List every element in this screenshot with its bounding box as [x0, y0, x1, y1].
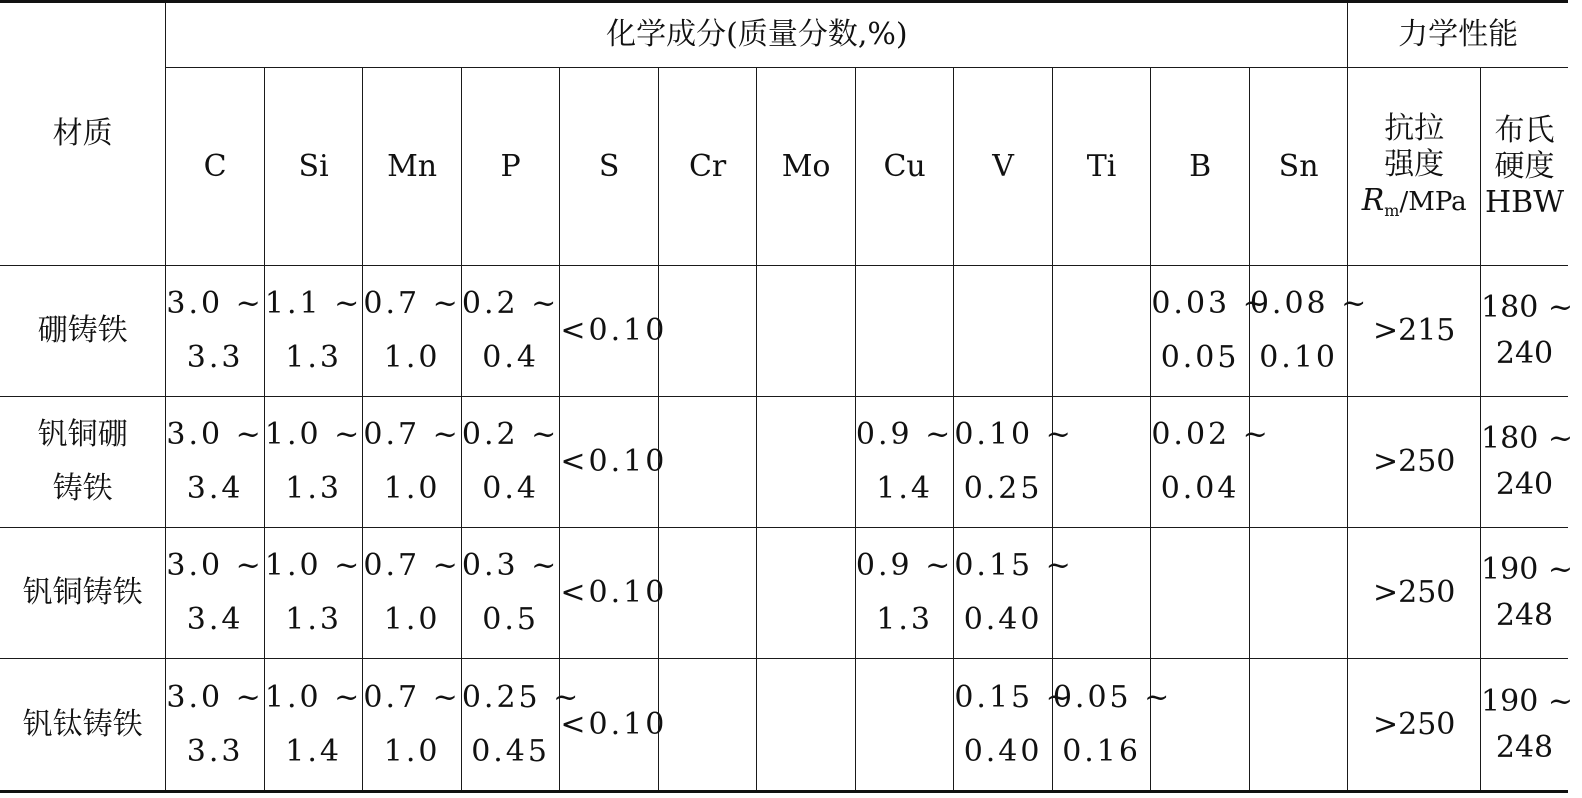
header-mechanical-properties — [1348, 2, 1568, 68]
value-p — [461, 528, 560, 659]
cell-line: <0.10 — [560, 313, 668, 348]
header-element-b — [1151, 68, 1250, 266]
cell-line: 190 ~ — [1481, 683, 1573, 719]
cell-line: 180 ~ — [1481, 290, 1573, 325]
cell-line: <0.10 — [560, 706, 668, 742]
cell-text: 力学性能 — [1398, 17, 1519, 52]
row-brinell-hardness — [1481, 659, 1573, 792]
cell-line: 0.15 ~ — [954, 548, 1074, 583]
cell-line: 1.4 — [285, 733, 342, 769]
value-mo — [757, 528, 856, 659]
value-si — [264, 528, 363, 659]
cell-text: Cr — [688, 148, 727, 184]
cell-line: 钒铜硼 — [37, 417, 128, 452]
cell-text: B — [1189, 148, 1212, 184]
value-mo — [757, 266, 856, 397]
cell-line: 3.0 ~ — [166, 679, 264, 715]
header-element-v — [954, 68, 1053, 266]
cell-line: 3.0 ~ — [166, 417, 264, 452]
value-b — [1151, 397, 1271, 528]
value-c — [166, 397, 265, 528]
header-element-cu — [855, 68, 954, 266]
value-cr — [658, 528, 757, 659]
cell-text: Mn — [387, 148, 438, 184]
cell-line: 0.08 ~ — [1249, 286, 1370, 321]
row-material — [0, 659, 166, 792]
value-cr — [658, 397, 757, 528]
value-si — [264, 266, 363, 397]
cell-text: C — [203, 148, 227, 184]
cell-line: 0.9 ~ — [855, 548, 954, 583]
cell-line: 0.15 ~ — [954, 679, 1074, 715]
cell-text: Ti — [1086, 148, 1117, 184]
cell-line: 240 — [1495, 467, 1554, 502]
cell-line: 布氏 — [1494, 112, 1555, 148]
cell-line: 硬度 — [1494, 148, 1555, 184]
tensile-unit-line — [1348, 183, 1480, 223]
header-element-si — [264, 68, 363, 266]
value-sn — [1249, 266, 1370, 397]
cell-line: 1.0 ~ — [264, 417, 363, 452]
cell-line: <0.10 — [560, 575, 668, 610]
cell-line: 3.0 ~ — [166, 548, 264, 583]
cell-line: 0.7 ~ — [363, 286, 461, 321]
value-b — [1151, 266, 1271, 397]
cell-line: 1.3 — [285, 471, 342, 506]
value-s — [560, 266, 668, 397]
table-row — [0, 397, 1568, 528]
cell-line: 3.3 — [186, 733, 244, 769]
cell-text: >250 — [1372, 706, 1456, 742]
cell-text: Mo — [781, 148, 831, 184]
cell-line: 钒钛铸铁 — [22, 706, 143, 742]
cell-line: 0.9 ~ — [855, 417, 954, 452]
cell-line: 0.03 ~ — [1151, 286, 1271, 321]
cell-line: 3.3 — [186, 340, 244, 375]
header-element-mn — [363, 68, 462, 266]
cell-line: 248 — [1495, 729, 1554, 765]
header-element-s — [560, 68, 659, 266]
value-s — [560, 528, 668, 659]
cell-line: 1.0 — [383, 733, 441, 769]
value-ti — [1052, 659, 1173, 792]
cell-text: P — [500, 148, 521, 184]
row-brinell-hardness — [1481, 266, 1573, 397]
cell-line: 0.05 ~ — [1052, 679, 1173, 715]
cell-text: >215 — [1372, 313, 1456, 348]
cell-line: 0.5 — [482, 602, 539, 637]
cell-line: <0.10 — [560, 444, 668, 479]
header-material — [0, 2, 166, 266]
cell-line: 0.40 — [963, 733, 1043, 769]
cell-line: 3.0 ~ — [166, 286, 264, 321]
value-v — [954, 397, 1074, 528]
header-chemical-composition — [166, 2, 1348, 68]
row-brinell-hardness — [1481, 528, 1573, 659]
value-mn — [363, 528, 462, 659]
cell-line: 0.05 — [1160, 340, 1240, 375]
cell-line: 248 — [1495, 598, 1554, 633]
cell-text: V — [992, 148, 1014, 184]
cell-line: 0.4 — [482, 471, 539, 506]
cell-line: 1.0 — [383, 340, 441, 375]
value-mn — [363, 397, 462, 528]
value-v — [954, 266, 1053, 397]
cell-line: 抗拉 — [1384, 110, 1445, 146]
cell-line: 1.3 — [285, 340, 342, 375]
value-b — [1151, 659, 1250, 792]
cell-text: S — [598, 148, 620, 184]
row-material — [0, 397, 166, 528]
value-cr — [658, 659, 757, 792]
cell-text: Cu — [883, 148, 926, 184]
row-brinell-hardness — [1481, 397, 1573, 528]
cell-line: 0.4 — [482, 340, 539, 375]
value-mo — [757, 659, 856, 792]
value-c — [166, 266, 265, 397]
cell-line: 0.04 — [1160, 471, 1240, 506]
cell-line: 1.3 — [285, 602, 342, 637]
cell-line: 0.25 — [963, 471, 1043, 506]
cell-line: 0.2 ~ — [461, 286, 560, 321]
cell-line: 1.3 — [876, 602, 933, 637]
cell-line: 0.40 — [963, 602, 1043, 637]
cell-line: 0.7 ~ — [363, 679, 461, 715]
header-element-mo — [757, 68, 856, 266]
cell-line: 0.45 — [471, 733, 550, 769]
cell-line: 0.2 ~ — [461, 417, 560, 452]
table-row — [0, 266, 1568, 397]
cell-line: 0.02 ~ — [1151, 417, 1271, 452]
cell-line: 1.4 — [876, 471, 933, 506]
cell-line: 1.0 ~ — [264, 548, 363, 583]
tensile-subscript: m — [1384, 200, 1400, 220]
value-p — [461, 397, 560, 528]
value-cu — [855, 659, 954, 792]
cell-line: 0.10 — [1259, 340, 1338, 375]
header-brinell-hardness — [1481, 68, 1568, 266]
value-cr — [658, 266, 757, 397]
cell-text: 材质 — [52, 116, 113, 151]
row-material — [0, 266, 166, 397]
cell-line: 钒铜铸铁 — [22, 575, 143, 610]
header-element-c — [166, 68, 265, 266]
value-cu — [855, 266, 954, 397]
value-p — [461, 266, 560, 397]
value-ti — [1052, 266, 1151, 397]
cell-line: 3.4 — [186, 471, 244, 506]
cell-line: 铸铁 — [52, 471, 113, 506]
value-cu — [855, 397, 954, 528]
tensile-unit: /MPa — [1399, 186, 1467, 217]
cell-line: 1.1 ~ — [264, 286, 363, 321]
table-row — [0, 659, 1568, 792]
value-mn — [363, 659, 462, 792]
cell-line: 1.0 ~ — [264, 679, 363, 715]
row-tensile-strength — [1348, 397, 1481, 528]
cell-line: 180 ~ — [1481, 421, 1573, 456]
cell-line: 0.25 ~ — [461, 679, 582, 715]
cell-line: 0.7 ~ — [363, 548, 461, 583]
cell-line: 硼铸铁 — [37, 313, 128, 348]
row-tensile-strength — [1348, 528, 1481, 659]
cell-line: 强度 — [1384, 146, 1445, 182]
value-mo — [757, 397, 856, 528]
value-si — [264, 397, 363, 528]
row-material — [0, 528, 166, 659]
value-s — [560, 397, 668, 528]
value-c — [166, 528, 265, 659]
value-sn — [1249, 659, 1348, 792]
value-c — [166, 659, 265, 792]
value-cu — [855, 528, 954, 659]
row-tensile-strength — [1348, 659, 1481, 792]
header-element-p — [461, 68, 560, 266]
cell-line: 1.0 — [383, 471, 441, 506]
cell-line: 190 ~ — [1481, 552, 1573, 587]
cell-text: >250 — [1372, 444, 1456, 479]
value-sn — [1249, 528, 1348, 659]
header-element-cr — [658, 68, 757, 266]
cell-text: Si — [298, 148, 329, 184]
cell-line: 3.4 — [186, 602, 244, 637]
cell-line: HBW — [1484, 184, 1565, 220]
value-mn — [363, 266, 462, 397]
table-row — [0, 528, 1568, 659]
cell-line: 240 — [1495, 336, 1554, 371]
value-s — [560, 659, 668, 792]
cell-line: 0.10 ~ — [954, 417, 1074, 452]
header-element-ti — [1052, 68, 1151, 266]
value-si — [264, 659, 363, 792]
cell-line: 0.3 ~ — [461, 548, 560, 583]
value-b — [1151, 528, 1250, 659]
value-v — [954, 528, 1074, 659]
cell-text: Sn — [1278, 148, 1319, 184]
value-v — [954, 659, 1074, 792]
header-tensile-strength — [1348, 68, 1481, 266]
cell-line: 0.7 ~ — [363, 417, 461, 452]
cell-text: 化学成分(质量分数,%) — [606, 17, 908, 52]
value-p — [461, 659, 582, 792]
header-element-sn — [1249, 68, 1348, 266]
cell-text: >250 — [1372, 575, 1456, 610]
cell-line: 0.16 — [1062, 733, 1141, 769]
cell-line: 1.0 — [383, 602, 441, 637]
tensile-symbol: R — [1361, 182, 1385, 218]
